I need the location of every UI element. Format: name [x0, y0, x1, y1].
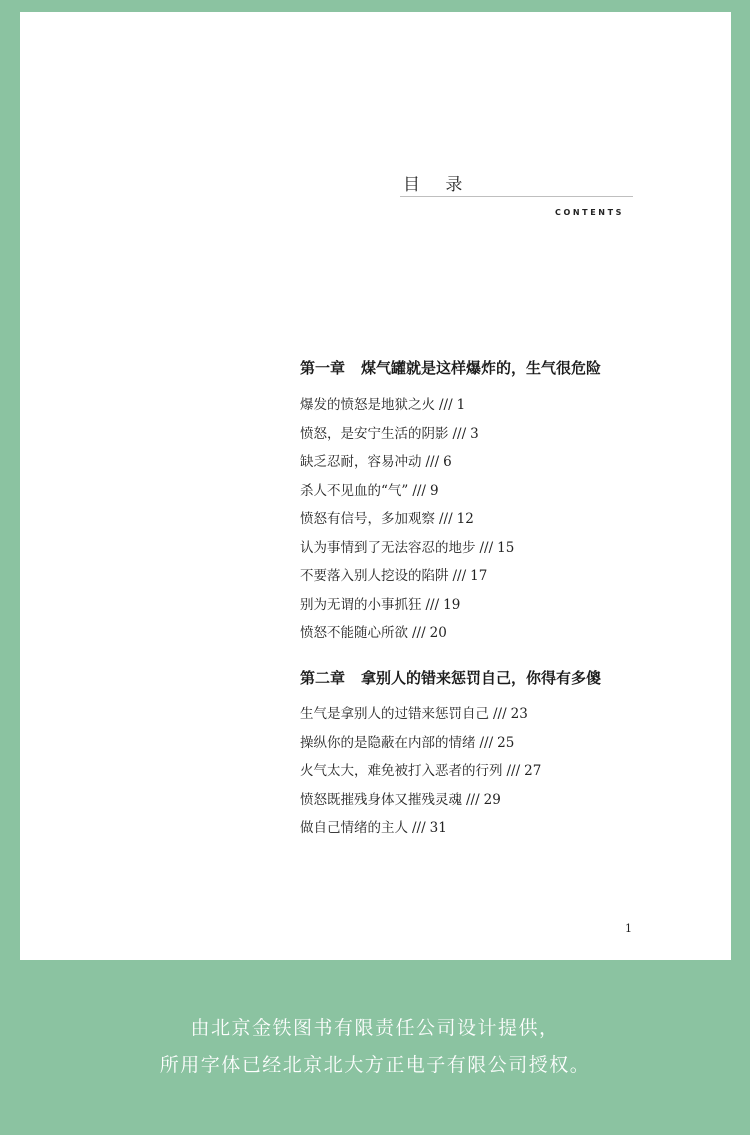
- entry-page: 25: [497, 734, 515, 751]
- entry-page: 23: [510, 706, 528, 722]
- entry-page: 1: [456, 397, 466, 413]
- chapter-number: 第一章: [300, 359, 346, 377]
- entry-separator: ///: [439, 511, 453, 527]
- entry-separator: ///: [452, 568, 467, 584]
- entry-title: 爆发的愤怒是地狱之火: [300, 397, 435, 413]
- entry-page: 9: [429, 482, 439, 499]
- toc-entry[interactable]: [300, 424, 514, 453]
- chapter-heading: [300, 357, 601, 378]
- entry-separator: ///: [479, 734, 494, 751]
- entry-page: 19: [443, 596, 461, 613]
- entry-title: 别为无谓的小事抓狂: [300, 596, 422, 613]
- entry-separator: ///: [412, 820, 426, 836]
- credit-line-2: 所用字体已经北京北大方正电子有限公司授权。: [159, 1054, 591, 1076]
- entry-separator: ///: [479, 539, 494, 556]
- entry-title: 操纵你的是隐蔽在内部的情绪: [300, 734, 476, 751]
- toc-entry[interactable]: [300, 761, 541, 790]
- entry-page: 6: [443, 454, 452, 470]
- entry-title: 愤怒既摧残身体又摧残灵魂: [300, 791, 462, 808]
- entry-page: 17: [470, 568, 488, 584]
- entry-title: 愤怒，是安宁生活的阴影: [300, 425, 449, 442]
- entry-separator: ///: [425, 454, 440, 470]
- entry-title: 做自己情绪的主人: [300, 820, 408, 836]
- toc-entry[interactable]: [300, 509, 514, 538]
- title-divider: [400, 196, 633, 197]
- entry-page: 31: [429, 820, 447, 836]
- toc-entry[interactable]: [300, 704, 541, 733]
- chapter-heading: [300, 667, 601, 688]
- entry-separator: ///: [412, 482, 426, 499]
- entry-page: 20: [429, 625, 447, 641]
- credit-line-1: 由北京金铁图书有限责任公司设计提供，: [190, 1017, 560, 1039]
- toc-entry[interactable]: [300, 452, 514, 481]
- page-number: 1: [625, 922, 632, 935]
- entry-separator: ///: [493, 706, 507, 722]
- toc-title: 目 录: [403, 175, 473, 195]
- entry-title: 愤怒有信号，多加观察: [300, 511, 435, 527]
- toc-entry[interactable]: [300, 566, 514, 595]
- toc-entry[interactable]: [300, 481, 514, 510]
- entry-separator: ///: [506, 763, 521, 779]
- toc-entry[interactable]: [300, 790, 541, 819]
- entry-title: 愤怒不能随心所欲: [300, 625, 408, 641]
- entry-page: 3: [470, 425, 479, 442]
- entry-page: 29: [483, 791, 501, 808]
- chapter-title: 煤气罐就是这样爆炸的，生气很危险: [361, 359, 602, 377]
- toc-entry[interactable]: [300, 595, 514, 624]
- contents-label: CONTENTS: [555, 208, 625, 217]
- entry-page: 27: [524, 763, 542, 779]
- entry-page: 12: [456, 511, 474, 527]
- toc-entry[interactable]: [300, 538, 514, 567]
- entry-separator: ///: [466, 791, 480, 808]
- entry-title: 认为事情到了无法容忍的地步: [300, 539, 476, 556]
- entry-separator: ///: [452, 425, 467, 442]
- entry-separator: ///: [425, 596, 440, 613]
- entry-title: 不要落入别人挖设的陷阱: [300, 568, 449, 584]
- entry-title: 缺乏忍耐，容易冲动: [300, 454, 422, 470]
- chapter-number: 第二章: [300, 669, 346, 687]
- entry-page: 15: [497, 539, 515, 556]
- toc-entry[interactable]: [300, 818, 541, 847]
- toc-entry[interactable]: [300, 733, 541, 762]
- entry-title: 杀人不见血的“气”: [300, 482, 409, 499]
- entry-separator: ///: [412, 625, 426, 641]
- toc-entry[interactable]: [300, 623, 514, 652]
- chapter-entry-list: [300, 704, 541, 847]
- chapter-entry-list: [300, 395, 514, 652]
- toc-entry[interactable]: [300, 395, 514, 424]
- chapter-title: 拿别人的错来惩罚自己，你得有多傻: [361, 669, 602, 687]
- entry-separator: ///: [439, 397, 453, 413]
- entry-title: 生气是拿别人的过错来惩罚自己: [300, 706, 489, 722]
- book-page: [20, 12, 731, 960]
- entry-title: 火气太大，难免被打入恶者的行列: [300, 763, 503, 779]
